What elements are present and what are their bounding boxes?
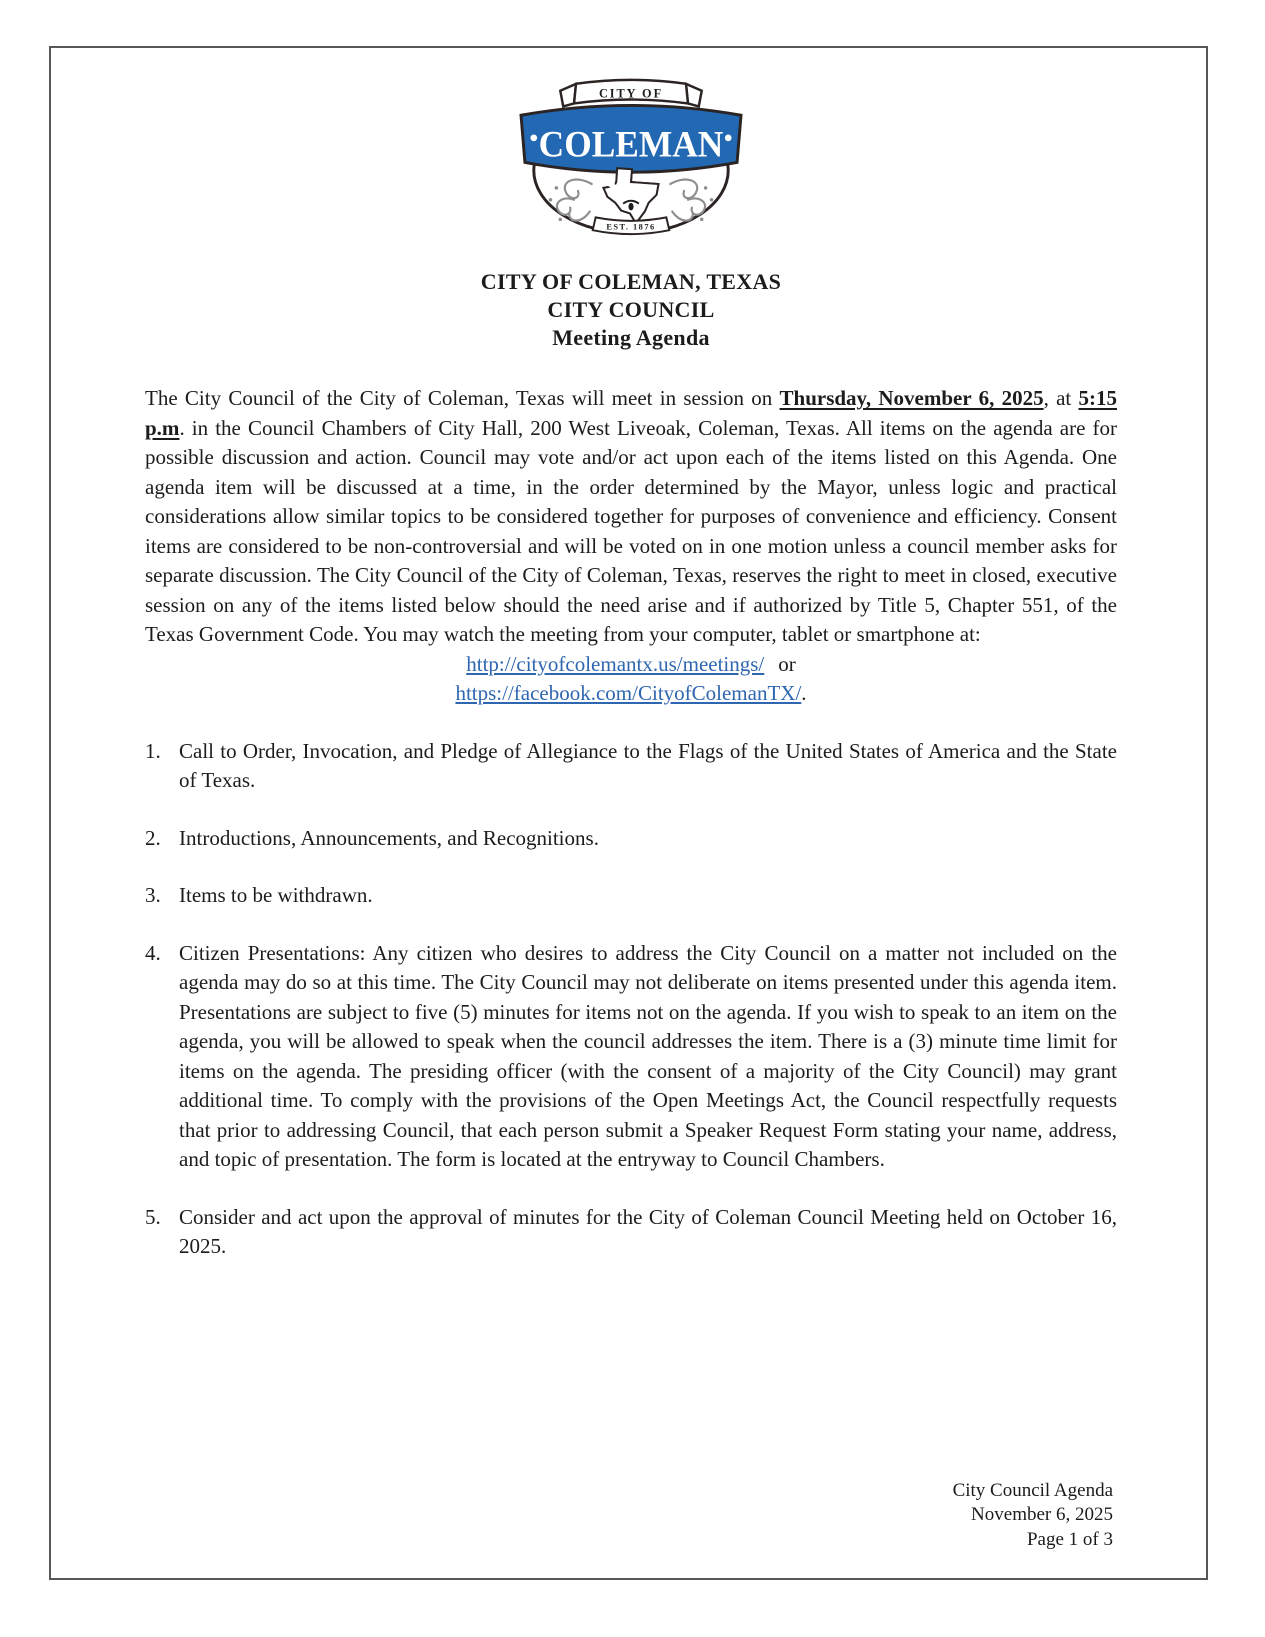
- agenda-item: [145, 824, 1117, 854]
- agenda-item: [145, 737, 1117, 796]
- title-line-3: Meeting Agenda: [552, 325, 710, 350]
- document-page: [49, 46, 1208, 1580]
- link-or-text: or: [778, 651, 796, 676]
- logo-city-of-text: CITY OF: [598, 86, 664, 101]
- title-line-2: CITY COUNCIL: [547, 297, 715, 322]
- agenda-item: [145, 1203, 1117, 1262]
- document-title-block: [145, 268, 1117, 352]
- city-seal-icon: [513, 74, 749, 239]
- logo-est-text: EST. 1876: [606, 222, 656, 232]
- agenda-item-number: 2.: [145, 825, 161, 850]
- agenda-item-number: 5.: [145, 1204, 161, 1229]
- meetings-link[interactable]: http://cityofcolemantx.us/meetings/: [466, 651, 765, 676]
- agenda-item-text: Consider and act upon the approval of minutes for the City of Coleman Council Meeting held on October 16, 2025.: [179, 1204, 1117, 1258]
- agenda-item-number: 4.: [145, 940, 161, 965]
- meetings-link-line: [145, 650, 1117, 680]
- meeting-links: [145, 650, 1117, 709]
- facebook-link-line: [145, 679, 1117, 709]
- page-footer: [953, 1479, 1113, 1553]
- link-period-text: .: [801, 681, 807, 705]
- agenda-item-text: Items to be withdrawn.: [179, 883, 373, 907]
- agenda-item-text: Citizen Presentations: Any citizen who desires to address the City Council on a matter not included on the agenda may do so at this time. The City Council may not deliberate on items presented under this agenda item. Presentations are subject to five (5) minutes for items not on the agenda. If you wish to speak to an item on the agenda, you will be allowed to speak when the council addresses the item. There is a (3) minute time limit for items on the agenda. The presiding officer (with the consent of a majority of the City Council) may grant additional time. To comply with the provisions of the Open Meetings Act, the Council respectfully requests that prior to addressing Council, that each person submit a Speaker Request Form stating your name, address, and topic of presentation. The form is located at the entryway to Council Chambers.: [179, 940, 1117, 1171]
- agenda-item: [145, 939, 1117, 1175]
- logo-coleman-text: COLEMAN: [538, 124, 724, 166]
- intro-text: , at: [1043, 386, 1079, 410]
- footer-line-3: Page 1 of 3: [1026, 1528, 1113, 1550]
- agenda-item-number: 1.: [145, 738, 161, 763]
- facebook-link[interactable]: https://facebook.com/CityofColemanTX/: [455, 681, 802, 705]
- intro-text: The City Council of the City of Coleman, Texas will meet in session on: [145, 386, 780, 410]
- agenda-list: [145, 737, 1117, 1262]
- agenda-item: [145, 881, 1117, 911]
- footer-line-1: City Council Agenda: [952, 1479, 1113, 1501]
- footer-line-2: November 6, 2025: [971, 1504, 1113, 1525]
- intro-highlight-text: 5:15 p.m: [145, 386, 1117, 440]
- title-line-1: CITY OF COLEMAN, TEXAS: [480, 269, 782, 294]
- city-of-coleman-logo: [513, 74, 749, 244]
- intro-text: . in the Council Chambers of City Hall, 200 West Liveoak, Coleman, Texas. All items on the agenda are for possible discussion and action. Council may vote and/or act upon each of the items listed on this Agenda. One agenda item will be discussed at a time, in the order determined by the Mayor, unless logic and practical considerations allow similar topics to be considered together for purposes of convenience and efficiency. Consent items are considered to be non-controversial and will be voted on in one motion unless a council member asks for separate discussion. The City Council of the City of Coleman, Texas, reserves the right to meet in closed, executive session on any of the items listed below should the need arise and if authorized by Title 5, Chapter 551, of the Texas Government Code. You may watch the meeting from your computer, tablet or smartphone at:: [145, 415, 1117, 646]
- intro-paragraph: [145, 384, 1117, 650]
- agenda-item-number: 3.: [145, 883, 161, 907]
- agenda-item-text: Introductions, Announcements, and Recognitions.: [179, 825, 599, 850]
- agenda-item-text: Call to Order, Invocation, and Pledge of Allegiance to the Flags of the United States of America and the State of Texas.: [179, 738, 1117, 792]
- intro-highlight-text: Thursday, November 6, 2025: [779, 386, 1044, 410]
